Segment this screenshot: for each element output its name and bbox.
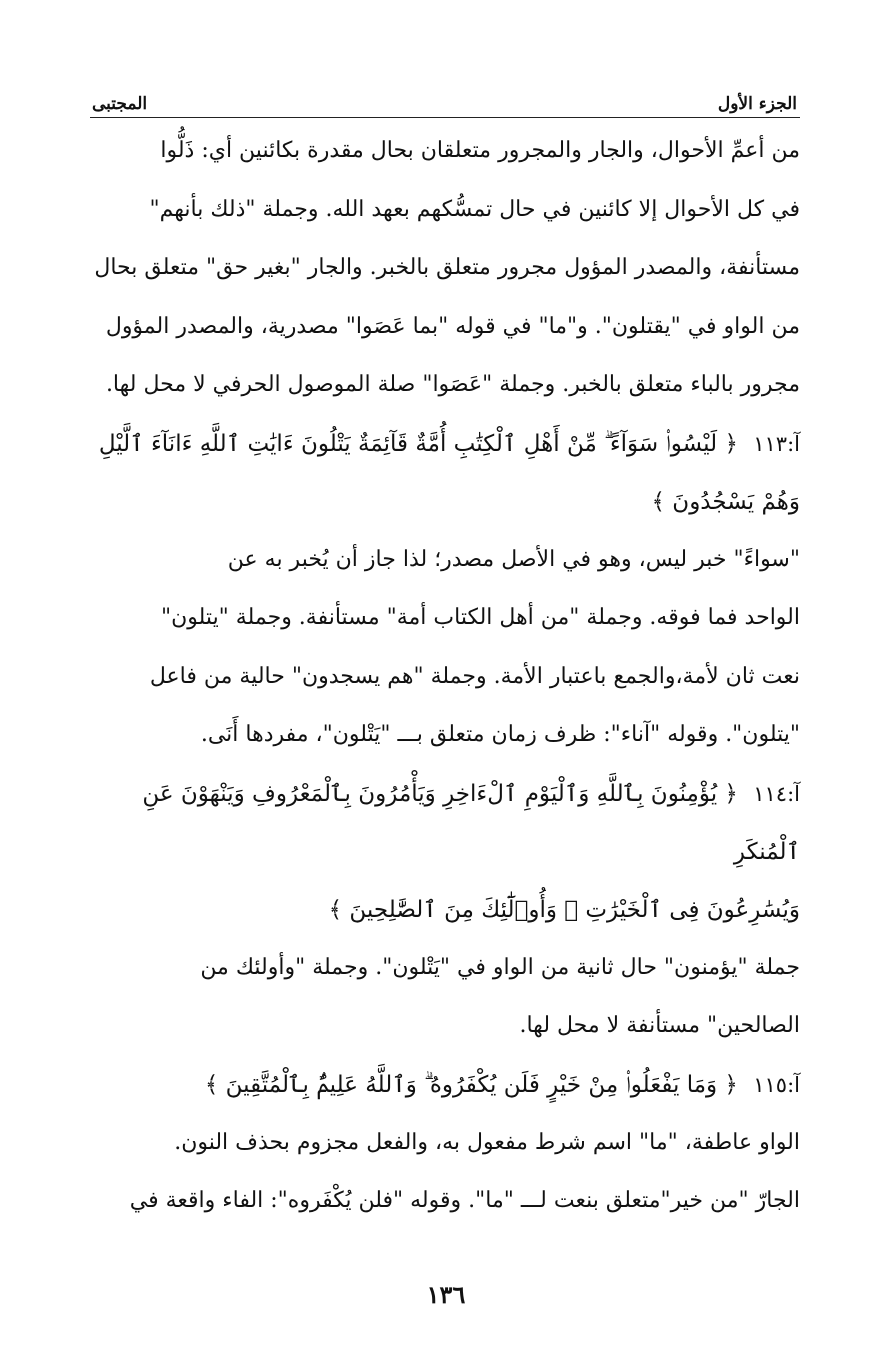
- text-line: "يتلون". وقوله "آناء": ظرف زمان متعلق بـــ "يَتْلون"، مفردها أَنَى.: [200, 722, 800, 747]
- text-line: الواو عاطفة، "ما" اسم شرط مفعول به، والفعل مجزوم بحذف النون.: [174, 1129, 800, 1155]
- part-title: الجزء الأول: [717, 94, 797, 114]
- page-body: [90, 122, 800, 1231]
- quran-verse-114: [90, 765, 800, 881]
- verse-number: آ:١١٣: [753, 431, 800, 456]
- text-line: "سواءً" خبر ليس، وهو في الأصل مصدر؛ لذا جاز أن يُخبر به عن: [227, 546, 800, 572]
- text-line: مجرور بالباء متعلق بالخبر. وجملة "عَصَوا" صلة الموصول الحرفي لا محل لها.: [105, 372, 800, 397]
- page-number: ١٣٦: [426, 1280, 466, 1309]
- text-line: مستأنفة، والمصدر المؤول مجرور متعلق بالخبر. والجار "بغير حق" متعلق بحال: [94, 255, 800, 280]
- verse-text: وَيُسَٰرِعُونَ فِى ٱلْخَيْرَٰتِ ۖ وَأُو۟لَٰٓئِكَ مِنَ ٱلصَّٰلِحِينَ ﴾: [328, 896, 800, 923]
- book-title: المجتبى: [92, 94, 148, 114]
- verse-text: ﴿ لَيْسُوا۟ سَوَآءً ۗ مِّنْ أَهْلِ ٱلْكِتَٰبِ أُمَّةٌ قَآئِمَةٌ يَتْلُونَ ءَايَٰتِ ٱللَّهِ ءَانَآءَ ٱلَّيْلِ: [98, 430, 738, 457]
- quran-verse-114-cont: [90, 881, 800, 939]
- header-rule: [90, 117, 800, 118]
- verse-number: آ:١١٥: [753, 1072, 800, 1097]
- running-head: [92, 84, 797, 114]
- verse-text: ﴿ وَمَا يَفْعَلُوا۟ مِنْ خَيْرٍ فَلَن يُكْفَرُوهُ ۗ وَٱللَّهُ عَلِيمٌۢ بِٱلْمُتَّقِينَ ﴾: [204, 1071, 738, 1098]
- text-line: من أعمِّ الأحوال، والجار والمجرور متعلقان بحال مقدرة بكائنين أي: ذَلُّوا: [160, 138, 800, 163]
- text-line: نعت ثان لأمة،والجمع باعتبار الأمة. وجملة "هم يسجدون" حالية من فاعل: [149, 663, 800, 689]
- quran-verse-113: [90, 415, 800, 473]
- text-line: جملة "يؤمنون" حال ثانية من الواو في "يَتْلون". وجملة "وأولئك من: [200, 954, 800, 980]
- text-line: من الواو في "يقتلون". و"ما" في قوله "بما عَصَوا" مصدرية، والمصدر المؤول: [105, 313, 800, 339]
- verse-text: وَهُمْ يَسْجُدُونَ ﴾: [651, 488, 800, 515]
- text-line: الواحد فما فوقه. وجملة "من أهل الكتاب أمة" مستأنفة. وجملة "يتلون": [161, 605, 800, 630]
- quran-verse-113-cont: [90, 473, 800, 531]
- verse-number: آ:١١٤: [753, 781, 800, 806]
- text-line: الصالحين" مستأنفة لا محل لها.: [519, 1013, 800, 1038]
- text-line: في كل الأحوال إلا كائنين في حال تمسُّكهم بعهد الله. وجملة "ذلك بأنهم": [149, 196, 800, 222]
- verse-text: ﴿ يُؤْمِنُونَ بِٱللَّهِ وَٱلْيَوْمِ ٱلْءَاخِرِ وَيَأْمُرُونَ بِٱلْمَعْرُوفِ وَيَنْهَوْنَ عَنِ ٱلْمُنكَرِ: [142, 780, 800, 865]
- quran-verse-115: [90, 1056, 800, 1114]
- text-line: الجارّ "من خير"متعلق بنعت لـــ "ما". وقوله "فلن يُكْفَروه": الفاء واقعة في: [129, 1188, 800, 1213]
